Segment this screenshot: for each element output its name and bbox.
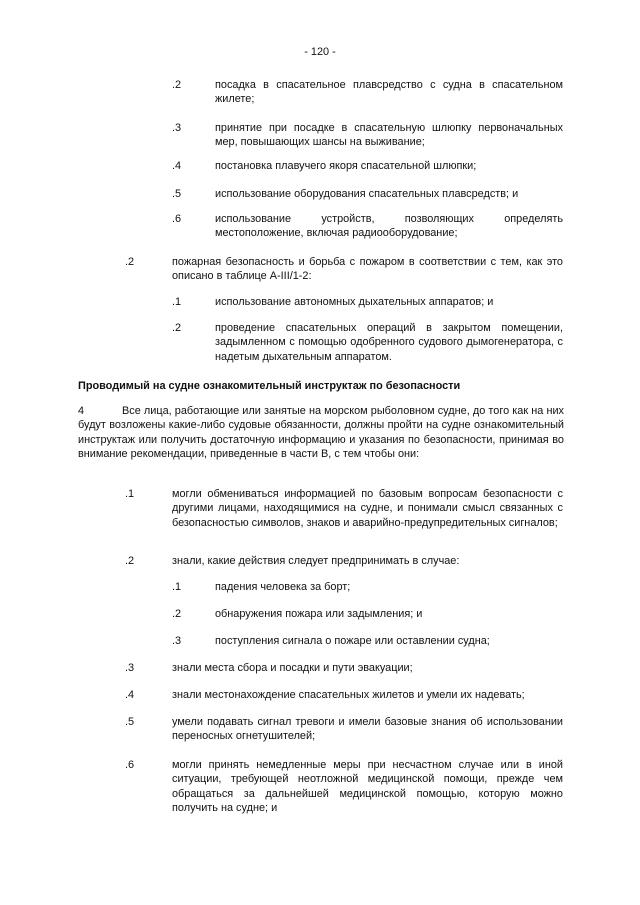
item-text: постановка плавучего якоря спасательной шлюпки; — [215, 160, 477, 172]
list-item — [125, 758, 563, 815]
list-item — [172, 159, 563, 173]
item-text: обнаружения пожара или задымления; и — [215, 608, 423, 620]
item-text: использование оборудования спасательных плавсредств; и — [215, 188, 519, 200]
item-text: умели подавать сигнал тревоги и имели базовые знания об использовании переносных огнетушителей; — [172, 716, 563, 743]
item-number: .3 — [172, 635, 182, 647]
item-text: посадка в спасательное плавсредство с судна в спасательном жилете; — [215, 79, 563, 106]
item-text: могли принять немедленные меры при несчастном случае или в иной ситуации, требующей неотложной медицинской помощи, прежде чем обращаться за дальнейшей медицинской помощью, которую можно получить на судне; и — [172, 759, 563, 814]
page-number: - 120 - — [304, 46, 336, 58]
item-number: .4 — [172, 160, 182, 172]
list-item — [172, 580, 563, 594]
list-item — [172, 607, 563, 621]
item-number: .6 — [172, 213, 182, 225]
item-text: использование автономных дыхательных аппаратов; и — [215, 296, 494, 308]
item-number: .2 — [172, 322, 182, 334]
item-number: .5 — [125, 716, 135, 728]
item-text: пожарная безопасность и борьба с пожаром в соответствии с тем, как это описано в таблице A-III/1-2: — [172, 256, 563, 283]
item-text: могли обмениваться информацией по базовым вопросам безопасности с другими лицами, находящимися на судне, и понимали смысл связанных с безопасностью символов, знаков и аварийно-предупредительных сигналов; — [172, 488, 563, 529]
item-text: падения человека за борт; — [215, 581, 351, 593]
item-number: .1 — [172, 581, 182, 593]
item-number: .2 — [125, 256, 135, 268]
list-item — [172, 634, 563, 648]
list-item — [172, 121, 563, 150]
paragraph-number: 4 — [78, 405, 85, 417]
list-item — [172, 321, 563, 364]
item-number: .2 — [172, 608, 182, 620]
list-item — [172, 187, 563, 201]
item-number: .6 — [125, 759, 135, 771]
item-number: .2 — [172, 79, 182, 91]
item-text: знали места сбора и посадки и пути эвакуации; — [172, 662, 413, 674]
list-item — [125, 487, 563, 530]
list-item — [125, 661, 563, 675]
list-item — [172, 78, 563, 107]
item-number: .3 — [172, 122, 182, 134]
item-number: .5 — [172, 188, 182, 200]
paragraph — [78, 404, 564, 461]
list-item — [125, 715, 563, 744]
item-number: .1 — [172, 296, 182, 308]
item-number: .2 — [125, 555, 135, 567]
list-item — [125, 688, 563, 702]
item-text: знали местонахождение спасательных жилетов и умели их надевать; — [172, 689, 525, 701]
list-item — [125, 255, 563, 284]
item-text: проведение спасательных операций в закрытом помещении, задымленном с помощью одобренного судового дымогенератора, с надетым дыхательным аппаратом. — [215, 322, 563, 363]
item-number: .4 — [125, 689, 135, 701]
item-text: принятие при посадке в спасательную шлюпку первоначальных мер, повышающих шансы на выживание; — [215, 122, 563, 149]
list-item — [172, 212, 563, 241]
section-heading: Проводимый на судне ознакомительный инструктаж по безопасности — [78, 380, 461, 392]
item-number: .3 — [125, 662, 135, 674]
item-text: поступления сигнала о пожаре или оставлении судна; — [215, 635, 490, 647]
list-item — [172, 295, 563, 309]
paragraph-text: Все лица, работающие или занятые на морском рыболовном судне, до того как на них будут возложены какие-либо судовые обязанности, должны пройти на судне ознакомительный инструктаж или получить достаточную информацию и указания по безопасности, принимая во внимание рекомендации, приведенные в части B, с тем чтобы они: — [78, 405, 564, 460]
list-item — [125, 554, 563, 568]
item-number: .1 — [125, 488, 135, 500]
item-text: знали, какие действия следует предпринимать в случае: — [172, 555, 460, 567]
item-text: использование устройств, позволяющих определять местоположение, включая радиооборудование; — [215, 213, 563, 240]
